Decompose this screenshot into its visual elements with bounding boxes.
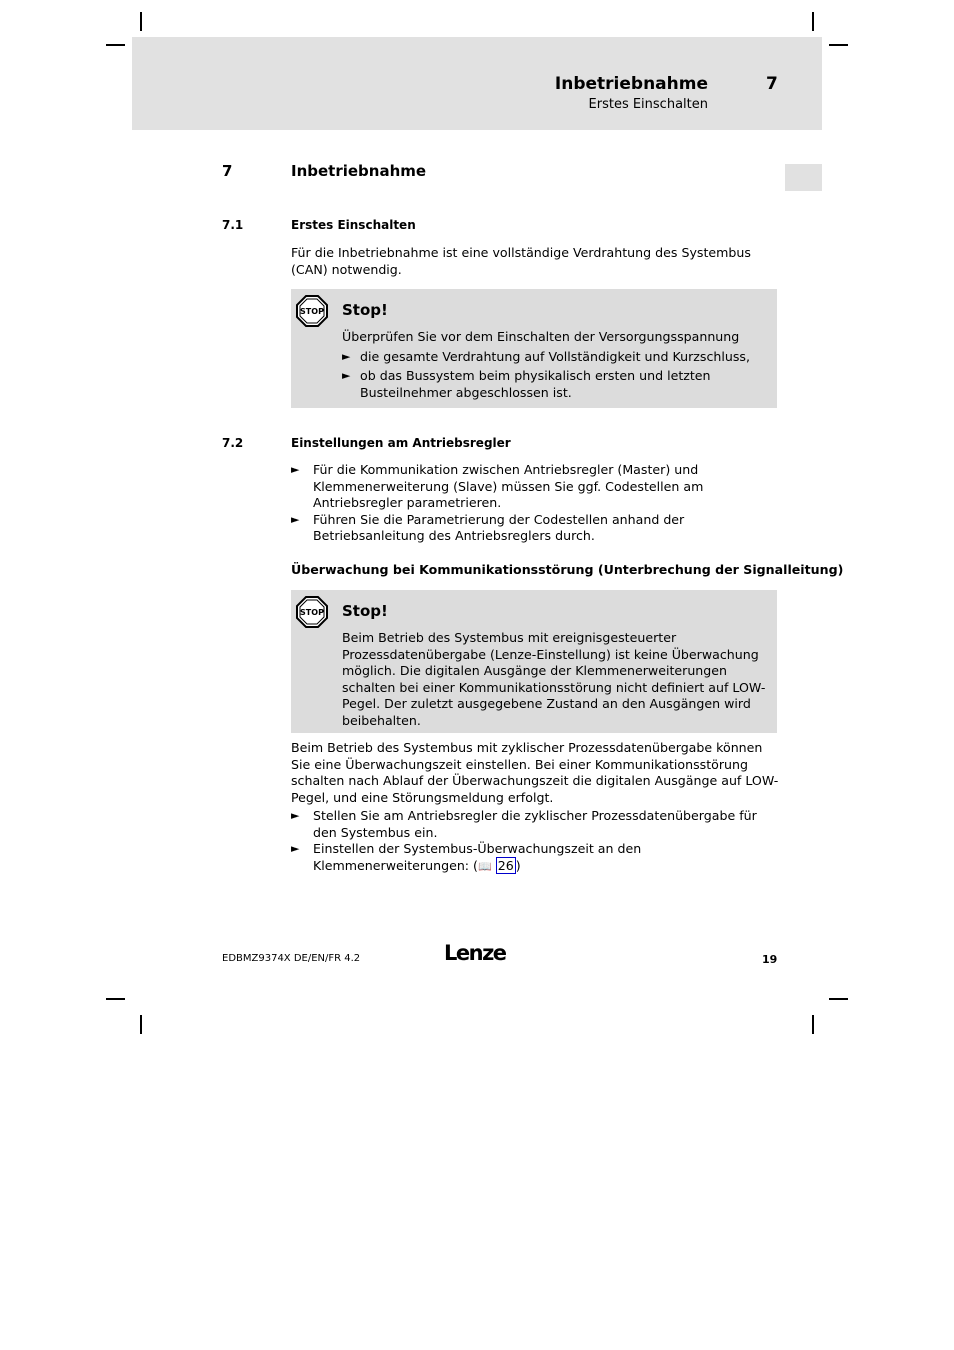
header-band	[132, 37, 822, 130]
lenze-logo: Lenze	[444, 941, 506, 965]
header-title: Inbetriebnahme	[554, 74, 708, 94]
stop-title: Stop!	[342, 602, 388, 620]
stop-title: Stop!	[342, 301, 388, 319]
stop-bullet-list	[342, 349, 772, 402]
chapter-tab-marker	[785, 164, 822, 191]
section-title: Inbetriebnahme	[291, 162, 427, 180]
crop-mark	[812, 1015, 814, 1034]
triangle-right-icon: ►	[291, 809, 300, 822]
list-item: ► Führen Sie die Parametrierung der Codestellen anhand der Betriebsanleitung des Antriebsreglers durch.	[291, 511, 685, 543]
crop-mark	[106, 44, 125, 46]
stop-sign-icon	[296, 295, 328, 327]
list-item: ► die gesamte Verdrahtung auf Vollständigkeit und Kurzschluss,	[342, 348, 750, 364]
subsection-number: 7.2	[222, 436, 244, 450]
subsection-title: Einstellungen am Antriebsregler	[291, 436, 511, 450]
crop-mark	[829, 44, 848, 46]
settings-bullet-list	[291, 462, 781, 545]
section-number: 7	[222, 162, 233, 180]
crop-mark	[140, 1015, 142, 1034]
header-subtitle: Erstes Einschalten	[588, 97, 708, 112]
stop-sign-icon	[296, 596, 328, 628]
stop-body	[342, 329, 772, 401]
list-item: ► ob das Bussystem beim physikalisch ersten und letzten Busteilnehmer abgeschlossen ist.	[342, 368, 711, 400]
list-item: ► Einstellen der Systembus-Überwachungszeit an den Klemmenerweiterungen: (📖 26 )	[291, 841, 642, 873]
intro-paragraph: Für die Inbetriebnahme ist eine vollständige Verdrahtung des Systembus (CAN) notwendig.	[291, 245, 751, 277]
subsection-title: Erstes Einschalten	[291, 218, 416, 232]
triangle-right-icon: ►	[291, 463, 300, 476]
footer-document-id: EDBMZ9374X DE/EN/FR 4.2	[222, 953, 361, 964]
header-chapter-number: 7	[766, 74, 778, 94]
monitoring-paragraph: Beim Betrieb des Systembus mit zyklischer Prozessdatenübergabe können Sie eine Überwachungszeit einstellen. Bei einer Kommunikationsstörung schalten nach Ablauf der Überwachungszeit die digitalen Ausgänge auf LOW-Pegel, und eine Störungsmeldung erfolgt.	[291, 740, 779, 805]
stop-sign-label: STOP	[300, 608, 324, 617]
stop-text: Überprüfen Sie vor dem Einschalten der Versorgungsspannung	[342, 329, 740, 344]
crop-mark	[829, 998, 848, 1000]
book-icon: 📖	[477, 859, 492, 873]
triangle-right-icon: ►	[291, 512, 300, 526]
list-item: ► Stellen Sie am Antriebsregler die zyklischer Prozessdatenübergabe für den Systembus ein.	[291, 808, 757, 840]
stop-text: Beim Betrieb des Systembus mit ereignisgesteuerter Prozessdatenübergabe (Lenze-Einstellung) ist keine Überwachung möglich. Die digitalen Ausgänge der Klemmenerweiterungen schalten bei einer Kommunikationsstörung nicht definiert auf LOW-Pegel. Der zuletzt ausgegebene Zustand an den Ausgängen wird beibehalten.	[342, 630, 766, 728]
triangle-right-icon: ►	[291, 842, 300, 855]
crop-mark	[140, 12, 142, 31]
crop-mark	[106, 998, 125, 1000]
monitoring-bullet-list	[291, 808, 781, 875]
list-item: ► Für die Kommunikation zwischen Antriebsregler (Master) und Klemmenerweiterung (Slave) müssen Sie ggf. Codestellen am Antriebsregler parametrieren.	[291, 462, 704, 510]
crop-mark	[812, 12, 814, 31]
page-reference-link[interactable]: 26	[497, 857, 514, 873]
subsection-number: 7.1	[222, 218, 244, 232]
monitoring-heading: Überwachung bei Kommunikationsstörung (Unterbrechung der Signalleitung)	[291, 562, 844, 577]
stop-notice-box	[291, 289, 777, 408]
stop-notice-box	[291, 590, 777, 733]
triangle-right-icon: ►	[342, 369, 351, 382]
triangle-right-icon: ►	[342, 349, 351, 363]
stop-sign-label: STOP	[300, 307, 324, 316]
page-number: 19	[762, 953, 778, 966]
